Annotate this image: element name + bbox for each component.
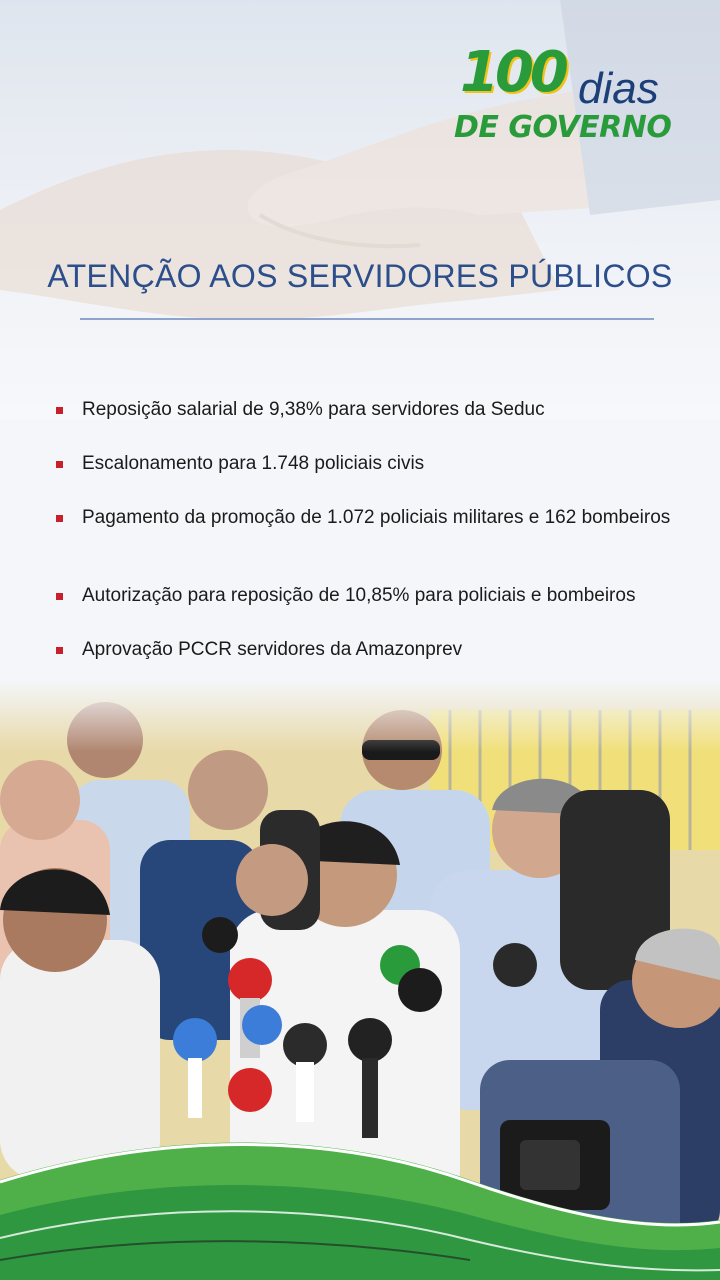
list-item bbox=[52, 506, 692, 530]
list-item-text: Escalonamento para 1.748 policiais civis bbox=[82, 453, 425, 474]
list-item bbox=[52, 584, 692, 608]
list-item-text: Pagamento da promoção de 1.072 policiais militares e 162 bombeiros bbox=[82, 507, 671, 528]
100-dias-logo bbox=[454, 40, 690, 150]
bullet-square-icon bbox=[56, 407, 63, 414]
list-item bbox=[52, 638, 692, 662]
bullet-square-icon bbox=[56, 593, 63, 600]
bullet-square-icon bbox=[56, 647, 63, 654]
list-item bbox=[52, 398, 692, 422]
list-item bbox=[52, 452, 692, 476]
logo-number: 100 bbox=[460, 40, 565, 105]
logo-subtitle: DE GOVERNO bbox=[454, 110, 672, 145]
bullet-square-icon bbox=[56, 515, 63, 522]
bullet-square-icon bbox=[56, 461, 63, 468]
list-item-text: Reposição salarial de 9,38% para servidores da Seduc bbox=[82, 399, 545, 420]
page-title: ATENÇÃO AOS SERVIDORES PÚBLICOS bbox=[47, 258, 673, 294]
list-item-text: Aprovação PCCR servidores da Amazonprev bbox=[82, 639, 463, 660]
green-swoosh-decoration bbox=[0, 1120, 720, 1280]
list-item-text: Autorização para reposição de 10,85% para policiais e bombeiros bbox=[82, 585, 636, 606]
title-divider bbox=[80, 318, 654, 320]
logo-word: dias bbox=[578, 64, 659, 113]
